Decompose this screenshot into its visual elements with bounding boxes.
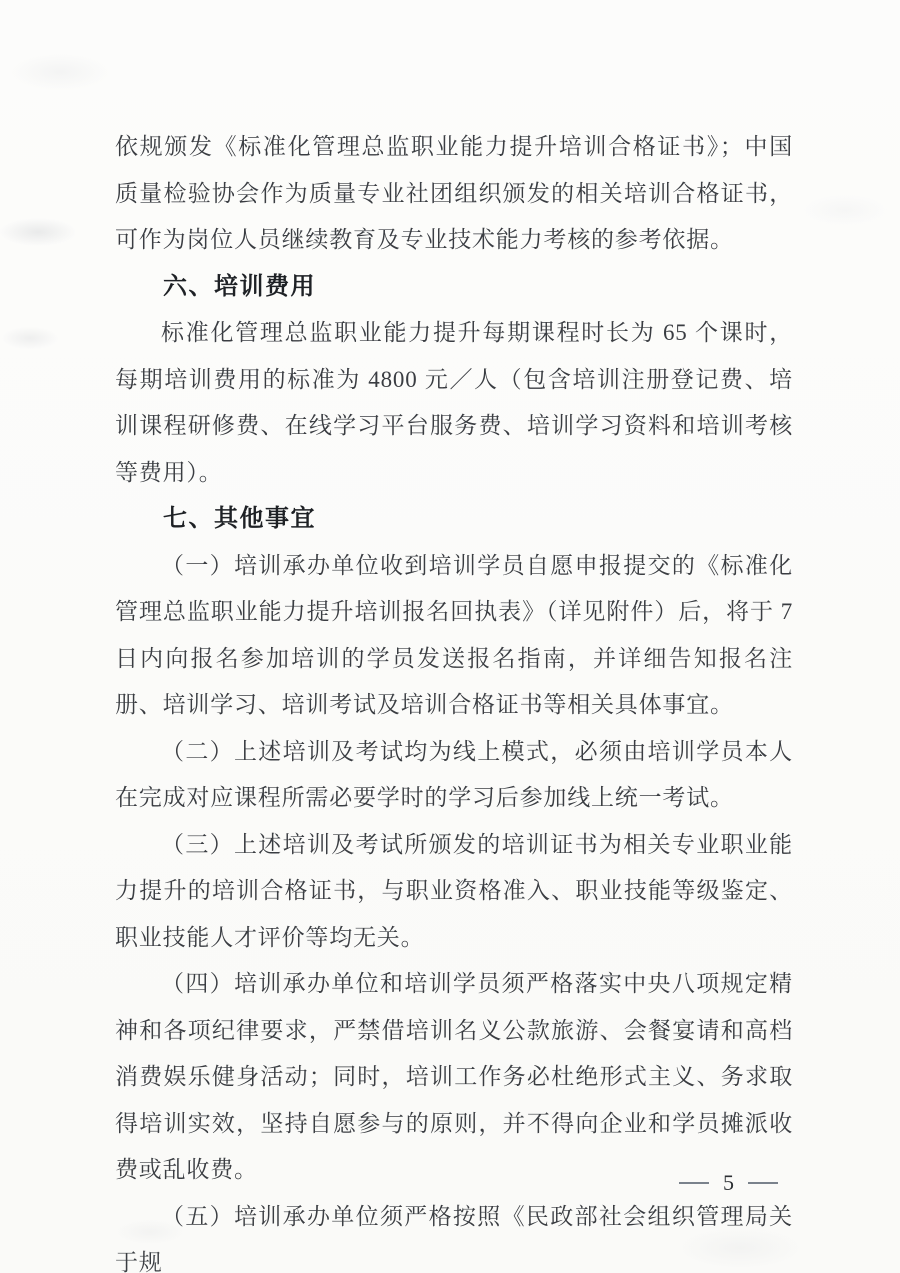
- training-fee-paragraph: 标准化管理总监职业能力提升每期课程时长为 65 个课时，每期培训费用的标准为 4800 元／人（包含培训注册登记费、培训课程研修费、在线学习平台服务费、培训学习资料和培训考核等费用）。: [115, 320, 793, 485]
- other-matters-item-2: （二）上述培训及考试均为线上模式，必须由培训学员本人在完成对应课程所需必要学时的学习后参加线上统一考试。: [115, 738, 793, 810]
- page-number: 5: [723, 1170, 734, 1195]
- footer-dash-right: [748, 1182, 778, 1184]
- other-matters-item-5: （五）培训承办单位须严格按照《民政部社会组织管理局关于规: [115, 1203, 793, 1273]
- other-matters-item-4: （四）培训承办单位和培训学员须严格落实中央八项规定精神和各项纪律要求，严禁借培训名义公款旅游、会餐宴请和高档消费娱乐健身活动；同时，培训工作务必杜绝形式主义、务求取得培训实效，坚持自愿参与的原则，并不得向企业和学员摊派收费或乱收费。: [115, 971, 793, 1182]
- section-heading-training-fee: 六、培训费用: [163, 272, 316, 300]
- footer-dash-left: [679, 1182, 709, 1184]
- section-heading-other-matters: 七、其他事宜: [163, 505, 316, 532]
- page-footer: [679, 1168, 778, 1198]
- continuation-paragraph: 依规颁发《标准化管理总监职业能力提升培训合格证书》；中国质量检验协会作为质量专业社团组织颁发的相关培训合格证书，可作为岗位人员继续教育及专业技术能力考核的参考依据。: [115, 134, 793, 252]
- other-matters-item-1: （一）培训承办单位收到培训学员自愿申报提交的《标准化管理总监职业能力提升培训报名回执表》（详见附件）后，将于 7 日内向报名参加培训的学员发送报名指南，并详细告知报名注册、培训学习、培训考试及培训合格证书等相关具体事宜。: [115, 552, 793, 717]
- document-content: [115, 124, 793, 1273]
- other-matters-item-3: （三）上述培训及考试所颁发的培训证书为相关专业职业能力提升的培训合格证书，与职业资格准入、职业技能等级鉴定、职业技能人才评价等均无关。: [115, 831, 793, 950]
